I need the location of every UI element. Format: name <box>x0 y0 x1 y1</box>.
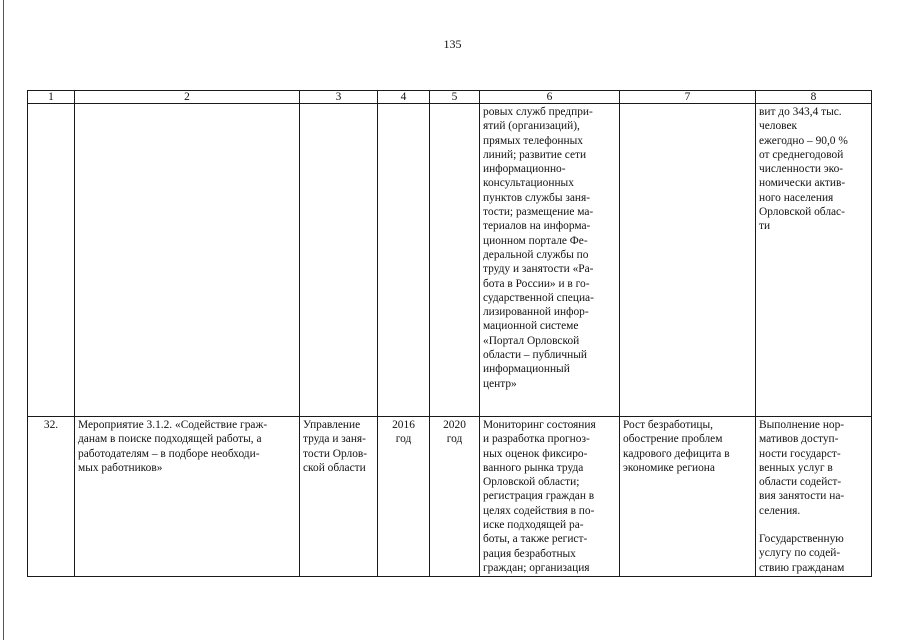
text-line: кадрового дефицита в <box>623 447 730 460</box>
text-line: ствию гражданам <box>759 561 845 574</box>
text-line: ного населения <box>759 191 834 204</box>
text-line: мационной системе <box>483 320 579 333</box>
text-line: лизированной инфор- <box>483 306 589 319</box>
column-number-row <box>28 91 872 104</box>
column-number: 4 <box>378 91 430 104</box>
text-line: обострение проблем <box>623 433 723 446</box>
results-paragraph <box>759 418 868 518</box>
text-line: и разработка прогноз- <box>483 433 590 446</box>
text-line: информационный <box>483 363 570 376</box>
end-year-cell <box>430 104 480 417</box>
text-line: Мероприятие 3.1.2. «Содействие граж- <box>78 419 268 431</box>
text-line: 2020 <box>443 419 466 431</box>
results-cell <box>756 417 872 577</box>
risks-cell <box>620 417 756 577</box>
text-line: от среднегодовой <box>759 148 844 161</box>
text-line: ванного рынка труда <box>483 461 584 474</box>
row-number-cell <box>28 104 75 417</box>
text-line: тости; размещение ма- <box>483 206 594 219</box>
text-line: год <box>395 433 412 446</box>
column-number: 1 <box>28 91 75 104</box>
text-line: труду и занятости «Ра- <box>483 263 594 276</box>
table-row <box>28 417 872 577</box>
text-line: мативов доступ- <box>759 433 839 446</box>
text-line: ской области <box>303 461 366 474</box>
text-line: информационно- <box>483 163 566 176</box>
activities-cell <box>480 104 620 417</box>
text-line: 2016 <box>392 419 415 431</box>
text-line: боты, а также регист- <box>483 533 588 546</box>
text-line: области – публичный <box>483 349 587 362</box>
text-line: Орловской облас- <box>759 206 845 219</box>
end-year-cell <box>430 417 480 577</box>
text-line: селения. <box>759 504 801 517</box>
text-line: ных оценок фиксиро- <box>483 447 588 460</box>
text-line: линий; развитие сети <box>483 148 587 161</box>
text-line: регистрация граждан в <box>483 490 595 503</box>
text-line: Орловской области; <box>483 476 580 489</box>
text-line: целях содействия в по- <box>483 504 595 517</box>
column-number: 8 <box>756 91 872 104</box>
start-year-cell <box>378 104 430 417</box>
text-line: консультационных <box>483 177 574 190</box>
text-line: центр» <box>483 377 517 390</box>
column-number: 5 <box>430 91 480 104</box>
start-year-cell <box>378 417 430 577</box>
text-line: териалов на информа- <box>483 220 591 233</box>
results-paragraph <box>759 532 868 575</box>
text-line: вит до 343,4 тыс. <box>759 106 842 118</box>
row-number-cell: 32. <box>28 417 75 577</box>
text-line: ционном портале Фе- <box>483 234 588 247</box>
measure-name-cell <box>75 104 300 417</box>
text-line: пунктов службы заня- <box>483 191 591 204</box>
text-line: прямых телефонных <box>483 134 583 147</box>
text-line: сударственной специа- <box>483 291 594 304</box>
executor-cell <box>300 417 378 577</box>
text-line: Мониторинг состояния <box>483 419 596 431</box>
text-line: вия занятости на- <box>759 490 845 503</box>
text-line: иске подходящей ра- <box>483 519 584 532</box>
text-line: Выполнение нор- <box>759 419 845 431</box>
text-line: мых работников» <box>78 461 163 474</box>
text-line: труда и заня- <box>303 433 366 446</box>
text-line: граждан; организация <box>483 561 590 574</box>
text-line: ятий (организаций), <box>483 120 580 133</box>
text-line: рация безработных <box>483 547 576 560</box>
text-line: год <box>446 433 463 446</box>
text-line: экономике региона <box>623 461 715 474</box>
text-line: Управление <box>303 419 361 431</box>
measure-name-cell <box>75 417 300 577</box>
text-line: услугу по содей- <box>759 547 841 560</box>
activities-cell <box>480 417 620 577</box>
text-line: деральной службы по <box>483 248 589 261</box>
risks-cell <box>620 104 756 417</box>
page-binding-edge <box>3 0 4 640</box>
table-row <box>28 104 872 417</box>
text-line: работодателям – в подборе необходи- <box>78 447 260 460</box>
measures-table <box>27 90 872 577</box>
page-number: 135 <box>443 37 462 51</box>
executor-cell <box>300 104 378 417</box>
text-line: численности эко- <box>759 163 844 176</box>
text-line: бота в России» и в го- <box>483 277 590 290</box>
text-line: данам в поиске подходящей работы, а <box>78 433 262 446</box>
text-line: человек <box>759 120 798 133</box>
text-line: ежегодно – 90,0 % <box>759 134 848 147</box>
column-number: 3 <box>300 91 378 104</box>
paragraph-gap <box>759 518 868 532</box>
results-cell <box>756 104 872 417</box>
text-line: Рост безработицы, <box>623 419 714 431</box>
text-line: ровых служб предпри- <box>483 106 593 118</box>
column-number: 7 <box>620 91 756 104</box>
text-line: номически актив- <box>759 177 846 190</box>
text-line: ти <box>759 220 771 233</box>
text-line: венных услуг в <box>759 461 833 474</box>
column-number: 2 <box>75 91 300 104</box>
text-line: Государственную <box>759 533 844 546</box>
text-line: «Портал Орловской <box>483 334 580 347</box>
text-line: ности государст- <box>759 447 841 460</box>
text-line: области содейст- <box>759 476 842 489</box>
column-number: 6 <box>480 91 620 104</box>
text-line: тости Орлов- <box>303 447 368 460</box>
